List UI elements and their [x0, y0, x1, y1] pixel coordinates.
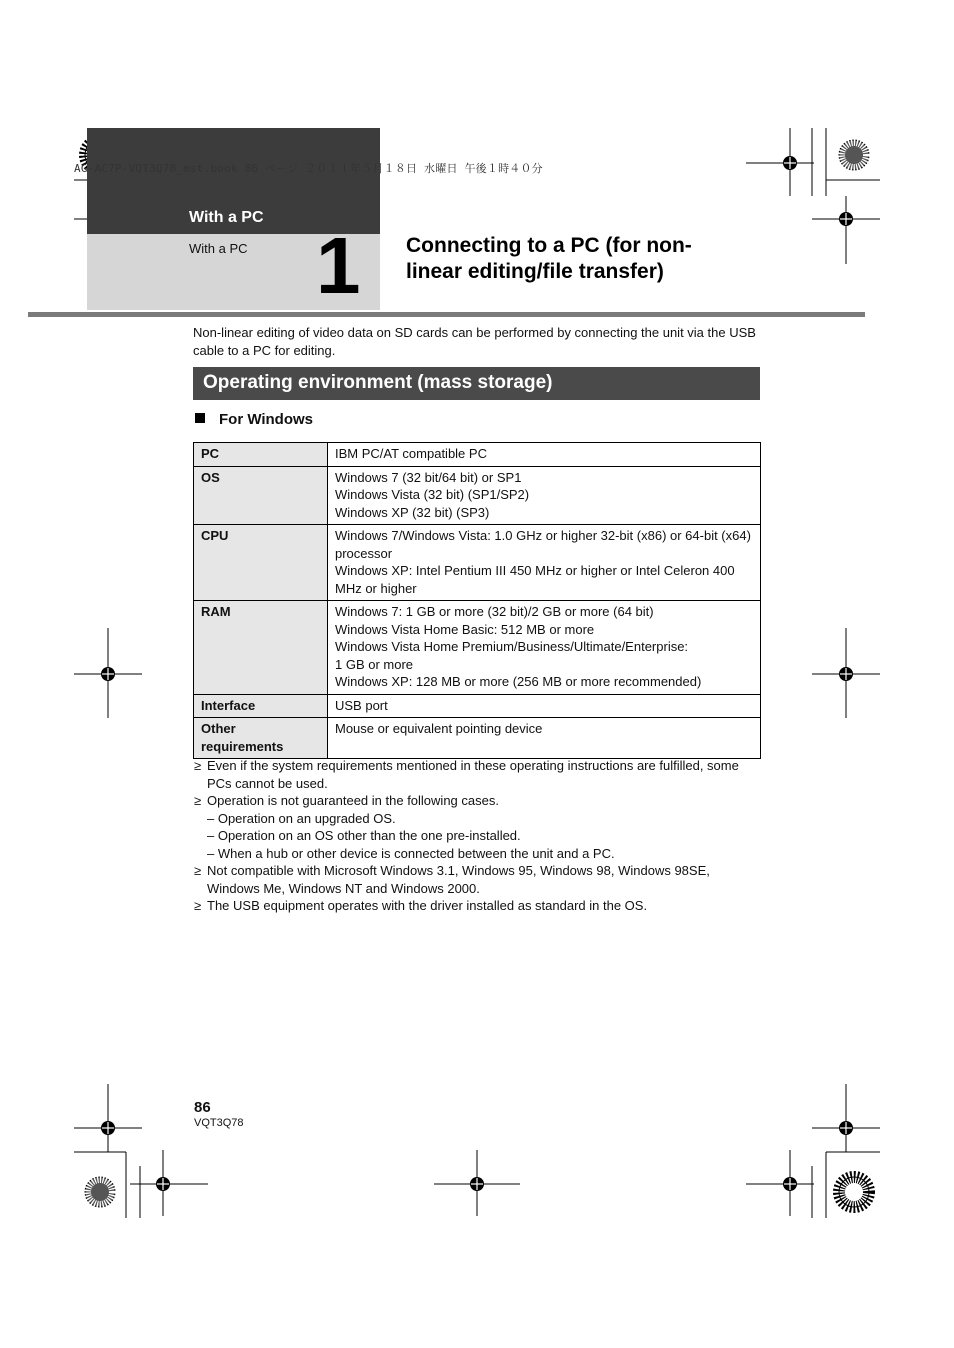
requirement-line: IBM PC/AT compatible PC: [335, 446, 487, 461]
requirement-label: Other requirements: [194, 718, 328, 759]
note-subitem: – When a hub or other device is connected between the unit and a PC.: [207, 845, 615, 861]
requirement-label: PC: [194, 443, 328, 467]
requirements-table: [193, 442, 761, 759]
section-title: Operating environment (mass storage): [203, 372, 553, 393]
document-code: VQT3Q78: [194, 1117, 244, 1129]
note-text: Even if the system requirements mentioned in these operating instructions are fulfilled, some PCs cannot be used.: [207, 758, 739, 791]
square-bullet-icon: [195, 413, 205, 423]
page-number: 86: [194, 1099, 211, 1116]
table-row: [194, 601, 761, 695]
note-text: The USB equipment operates with the driver installed as standard in the OS.: [207, 898, 648, 913]
page-title: Connecting to a PC (for non-linear editing/file transfer): [406, 234, 692, 283]
chapter-title: With a PC: [189, 209, 264, 226]
requirement-line: Windows 7 (32 bit/64 bit) or SP1: [335, 469, 522, 485]
print-file-header: AG-AC7P-VQT3Q78_mst.book 86 ページ ２０１１年５月１８日 水曜日 午後１時４０分: [74, 162, 543, 175]
requirement-line: Windows 7: 1 GB or more (32 bit)/2 GB or more (64 bit): [335, 604, 654, 619]
requirement-value: [328, 601, 761, 695]
requirement-label: Interface: [194, 694, 328, 718]
chapter-subtitle: With a PC: [189, 241, 248, 256]
table-row: [194, 466, 761, 525]
requirement-line: Windows 7/Windows Vista: 1.0 GHz or higher 32-bit (x86) or 64-bit (x64) processor: [335, 528, 751, 561]
list-item: [193, 792, 763, 862]
requirement-line: Windows Vista Home Premium/Business/Ultimate/Enterprise:: [335, 639, 689, 654]
requirement-line: Windows XP (32 bit) (SP3): [335, 504, 490, 520]
requirement-value: [328, 466, 761, 525]
requirement-line: Windows XP: 128 MB or more (256 MB or more recommended): [335, 674, 702, 689]
requirement-line: 1 GB or more: [335, 656, 414, 672]
subheading-text: For Windows: [219, 411, 314, 428]
notes-list: [193, 757, 763, 915]
requirement-label: OS: [194, 466, 328, 525]
note-text: Not compatible with Microsoft Windows 3.1, Windows 95, Windows 98, Windows 98SE, Windows Me, Windows NT and Windows 2000.: [207, 863, 710, 896]
header-divider: [28, 312, 865, 317]
intro-paragraph: Non-linear editing of video data on SD cards can be performed by connecting the unit via the USB cable to a PC for editing.: [193, 325, 756, 358]
bullet-icon: ≥: [194, 863, 202, 878]
chapter-number: 1: [316, 221, 361, 310]
table-row: [194, 443, 761, 467]
note-subitem: – Operation on an OS other than the one pre-installed.: [207, 828, 521, 843]
requirement-value: [328, 443, 761, 467]
requirement-value: [328, 718, 761, 759]
list-item: [193, 897, 763, 915]
requirement-value: [328, 694, 761, 718]
requirement-line: Windows Vista Home Basic: 512 MB or more: [335, 621, 595, 637]
requirement-line: Windows Vista (32 bit) (SP1/SP2): [335, 487, 530, 502]
requirement-line: USB port: [335, 697, 388, 713]
requirement-line: Windows XP: Intel Pentium III 450 MHz or higher or Intel Celeron 400 MHz or higher: [335, 563, 735, 596]
table-row: [194, 694, 761, 718]
requirement-label: RAM: [194, 601, 328, 695]
note-text: Operation is not guaranteed in the following cases.: [207, 793, 499, 808]
requirement-line: Mouse or equivalent pointing device: [335, 721, 543, 736]
bullet-icon: ≥: [194, 898, 202, 913]
bullet-icon: ≥: [194, 758, 202, 773]
table-row: [194, 718, 761, 759]
subheading-for-windows: [195, 411, 313, 428]
bullet-icon: ≥: [194, 793, 202, 808]
list-item: [193, 862, 763, 897]
list-item: [193, 757, 763, 792]
requirement-value: [328, 525, 761, 601]
table-row: [194, 525, 761, 601]
note-subitem: – Operation on an upgraded OS.: [207, 810, 396, 826]
requirement-label: CPU: [194, 525, 328, 601]
